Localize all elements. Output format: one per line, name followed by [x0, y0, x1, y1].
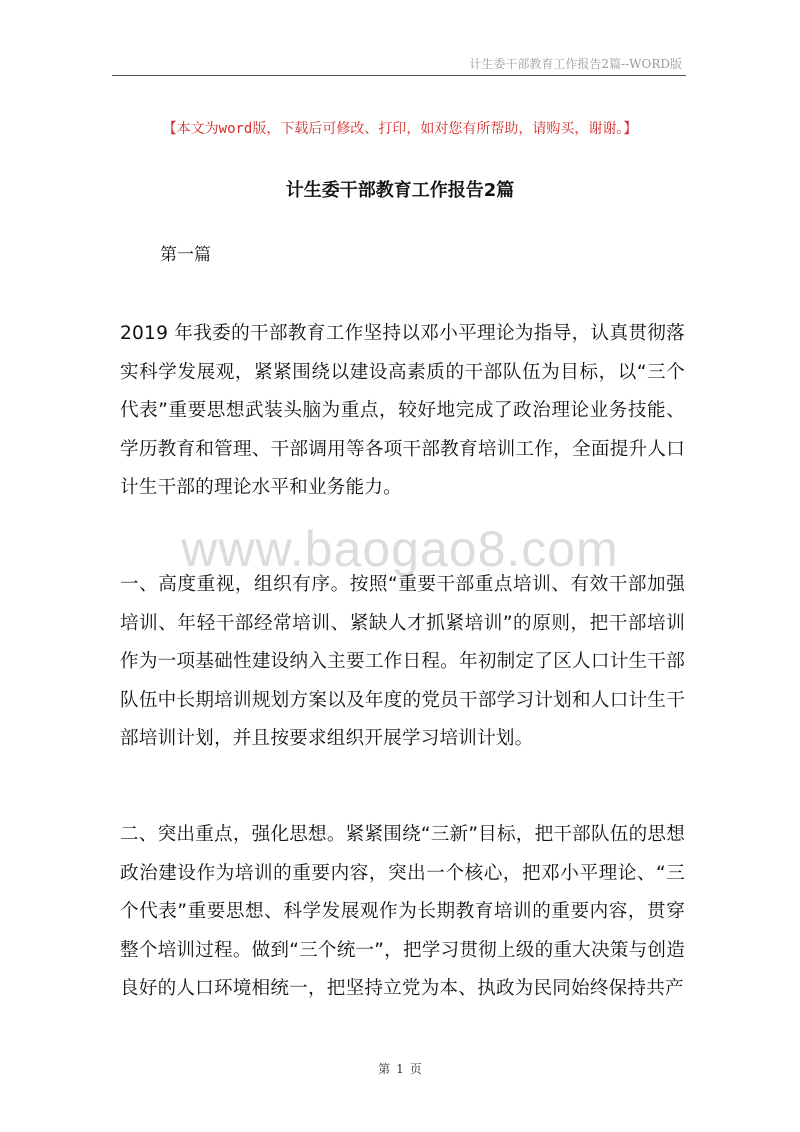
header-divider: [112, 75, 686, 76]
body-paragraph: 二、突出重点，强化思想。紧紧围绕“三新”目标，把干部队伍的思想政治建设作为培训的重要内容，突出一个核心，把邓小平理论、“三个代表”重要思想、科学发展观作为长期教育培训的重要内容，贯穿整个培训过程。做到“三个统一”，把学习贯彻上级的重大决策与创造良好的人口环境相统一，把坚持立党为本、执政为民同始终保持共产: [120, 824, 685, 999]
footer-suffix: 页: [409, 1062, 422, 1076]
page-footer: [0, 1060, 800, 1077]
running-header: 计生委干部教育工作报告2篇--WORD版: [469, 57, 682, 71]
section-heading: 第一篇: [160, 245, 211, 265]
body-paragraph: 一、高度重视，组织有序。按照“重要干部重点培训、有效干部加强培训、年轻干部经常培训、紧缺人才抓紧培训”的原则，把干部培训作为一项基础性建设纳入主要工作日程。年初制定了区人口计生干部队伍中长期培训规划方案以及年度的党员干部学习计划和人口计生干部培训计划，并且按要求组织开展学习培训计划。: [120, 574, 685, 749]
document-title: 计生委干部教育工作报告2篇: [285, 180, 515, 201]
page-number: 1: [396, 1062, 404, 1076]
download-notice: 【本文为word版，下载后可修改、打印，如对您有所帮助，请购买，谢谢。】: [162, 121, 638, 137]
footer-prefix: 第: [378, 1062, 391, 1076]
body-paragraph: 2019 年我委的干部教育工作坚持以邓小平理论为指导，认真贯彻落实科学发展观，紧紧围绕以建设高素质的干部队伍为目标，以“三个代表”重要思想武装头脑为重点，较好地完成了政治理论业务技能、学历教育和管理、干部调用等各项干部教育培训工作，全面提升人口计生干部的理论水平和业务能力。: [120, 323, 685, 498]
watermark: www.baogao8.com: [181, 521, 619, 577]
